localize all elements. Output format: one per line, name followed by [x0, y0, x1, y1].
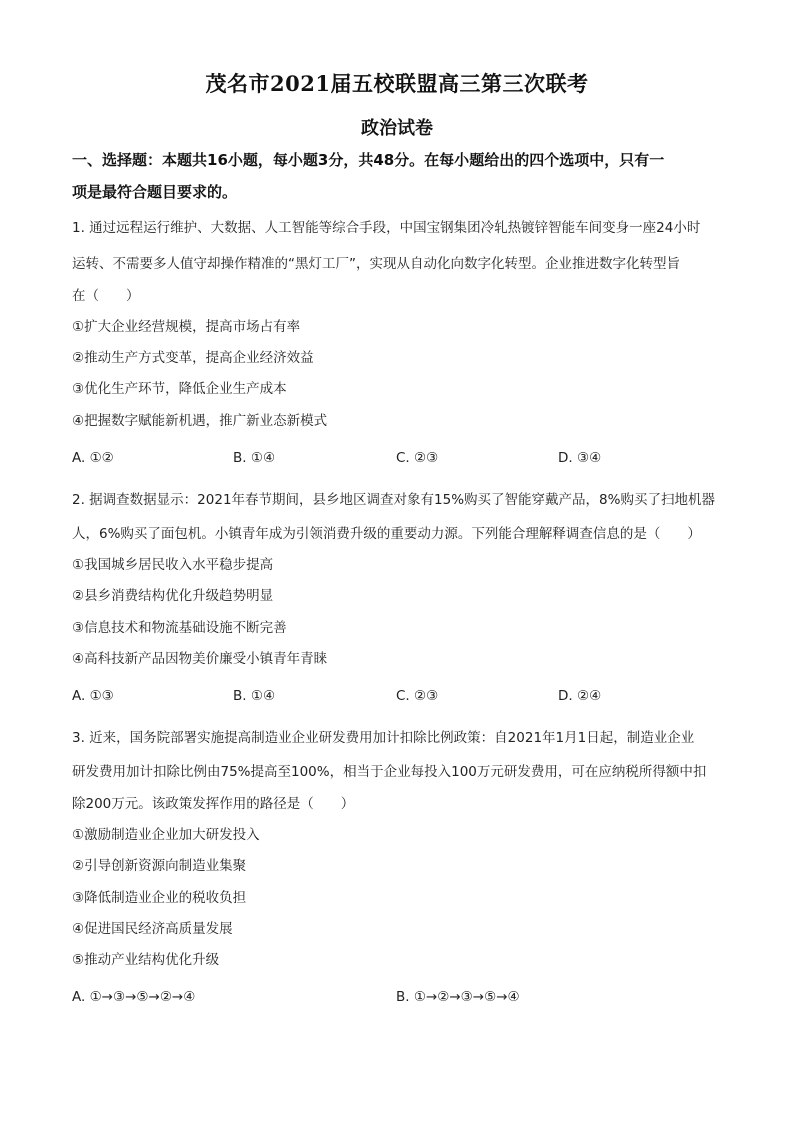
- question-2-stem-line-1: 2. 据调查数据显示：2021年春节期间，县乡地区调查对象有15%购买了智能穿戴产品，8%购买了扫地机器: [72, 492, 715, 508]
- question-1-option-a[interactable]: A. ①②: [72, 450, 114, 466]
- question-2-item-1: ①我国城乡居民收入水平稳步提高: [72, 557, 274, 573]
- question-1-option-b[interactable]: B. ①④: [233, 450, 276, 466]
- question-2-option-c[interactable]: C. ②③: [396, 688, 439, 704]
- question-3-item-5: ⑤推动产业结构优化升级: [72, 952, 220, 968]
- question-2-option-d[interactable]: D. ②④: [558, 688, 602, 704]
- section-heading-line-2: 项是最符合题目要求的。: [72, 183, 238, 201]
- question-3-option-b[interactable]: B. ①→②→③→⑤→④: [396, 989, 520, 1005]
- question-2-item-3: ③信息技术和物流基础设施不断完善: [72, 620, 287, 636]
- question-3-item-3: ③降低制造业企业的税收负担: [72, 890, 247, 906]
- question-3-stem-line-1: 3. 近来，国务院部署实施提高制造业企业研发费用加计扣除比例政策：自2021年1月1日起，制造业企业: [72, 730, 695, 746]
- question-1-stem-line-2: 运转、不需要多人值守却操作精准的“黑灯工厂”，实现从自动化向数字化转型。企业推进数字化转型旨: [72, 256, 680, 272]
- question-1-option-d[interactable]: D. ③④: [558, 450, 602, 466]
- question-1-option-c[interactable]: C. ②③: [396, 450, 439, 466]
- page-subtitle: 政治试卷: [361, 118, 433, 139]
- section-heading-line-1: 一、选择题：本题共16小题，每小题3分，共48分。在每小题给出的四个选项中，只有一: [72, 151, 665, 169]
- question-1-stem-line-1: 1. 通过远程运行维护、大数据、人工智能等综合手段，中国宝钢集团冷轧热镀锌智能车间变身一座24小时: [72, 220, 701, 236]
- page-title: 茂名市2021届五校联盟高三第三次联考: [205, 71, 589, 96]
- question-3-item-2: ②引导创新资源向制造业集聚: [72, 858, 247, 874]
- question-1-item-1: ①扩大企业经营规模，提高市场占有率: [72, 319, 301, 335]
- question-2-item-4: ④高科技新产品因物美价廉受小镇青年青睐: [72, 651, 328, 667]
- question-3-item-4: ④促进国民经济高质量发展: [72, 921, 233, 937]
- question-2-item-2: ②县乡消费结构优化升级趋势明显: [72, 588, 274, 604]
- question-1-stem-line-3: 在（ ）: [72, 288, 140, 304]
- question-2-option-b[interactable]: B. ①④: [233, 688, 276, 704]
- question-2-option-a[interactable]: A. ①③: [72, 688, 114, 704]
- question-3-stem-line-2: 研发费用加计扣除比例由75%提高至100%，相当于企业每投入100万元研发费用，可在应纳税所得额中扣: [72, 764, 707, 780]
- question-3-stem-line-3: 除200万元。该政策发挥作用的路径是（ ）: [72, 796, 355, 812]
- question-1-item-4: ④把握数字赋能新机遇，推广新业态新模式: [72, 413, 328, 429]
- question-2-stem-line-2: 人，6%购买了面包机。小镇青年成为引领消费升级的重要动力源。下列能合理解释调查信息的是（ ）: [72, 526, 701, 542]
- question-1-item-2: ②推动生产方式变革，提高企业经济效益: [72, 350, 314, 366]
- question-3-item-1: ①激励制造业企业加大研发投入: [72, 827, 260, 843]
- question-1-item-3: ③优化生产环节，降低企业生产成本: [72, 381, 287, 397]
- question-3-option-a[interactable]: A. ①→③→⑤→②→④: [72, 989, 196, 1005]
